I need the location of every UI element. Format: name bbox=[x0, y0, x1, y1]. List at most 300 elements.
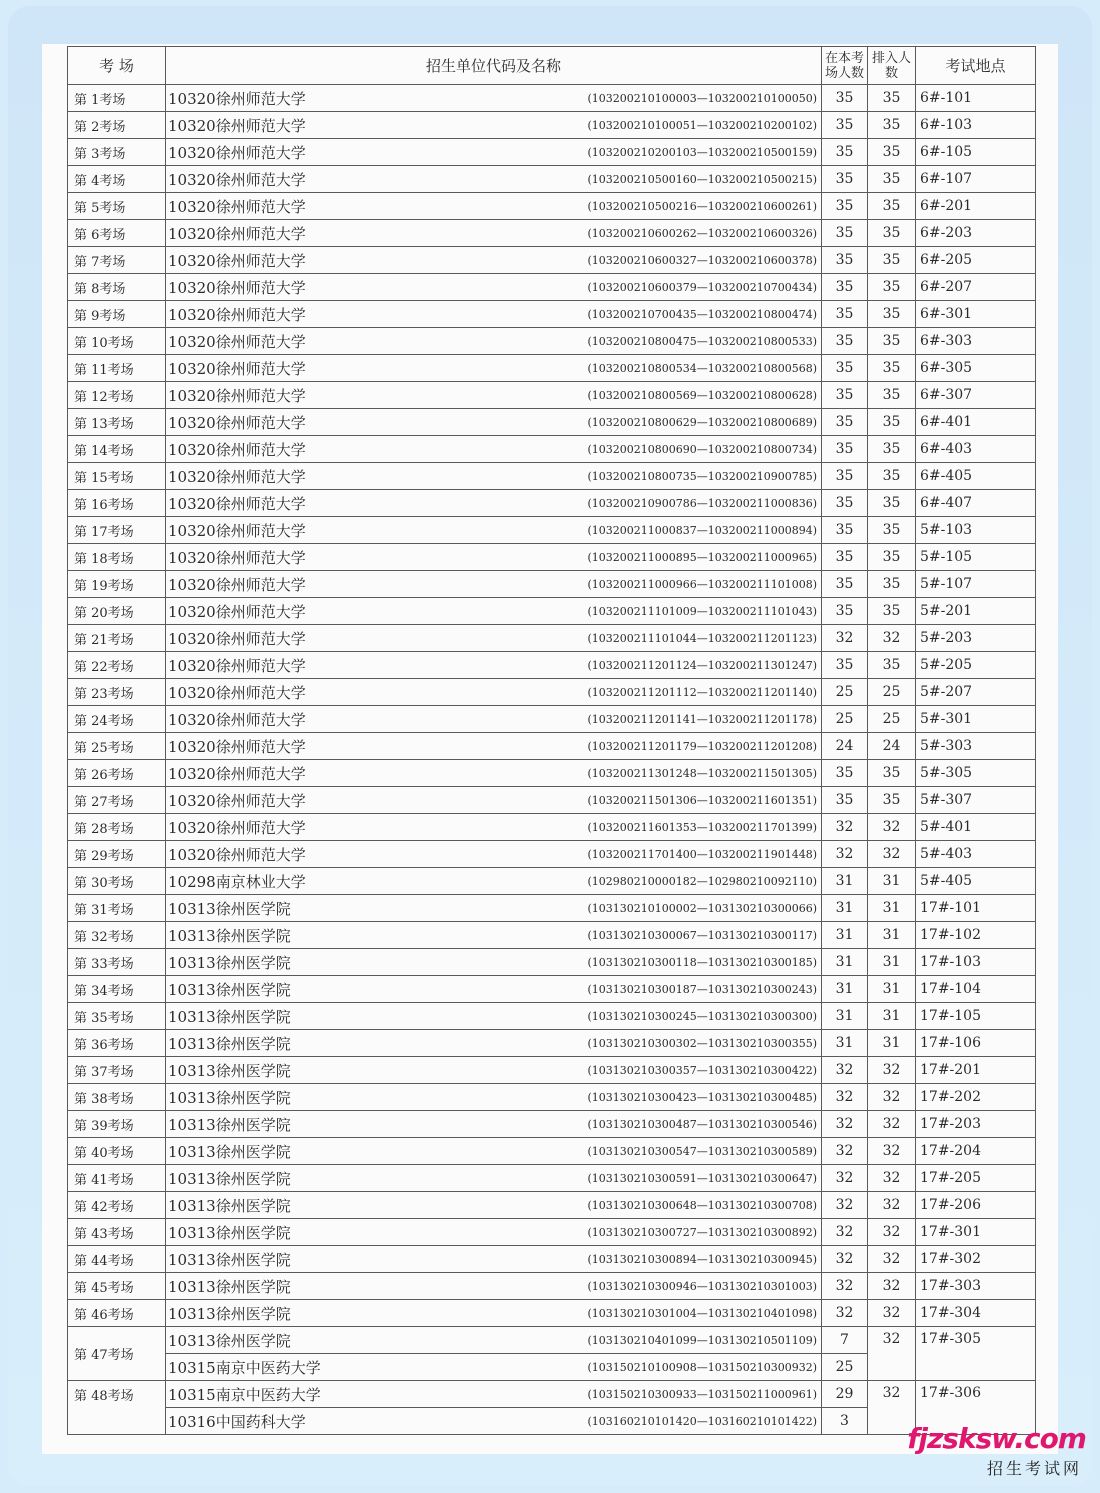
room-cell: 第 31考场 bbox=[68, 895, 166, 922]
unit-cell bbox=[166, 814, 822, 841]
count-cell: 31 bbox=[822, 1003, 868, 1030]
room-cell: 第 28考场 bbox=[68, 814, 166, 841]
table-row bbox=[68, 355, 1036, 382]
arranged-cell: 32 bbox=[868, 1327, 916, 1381]
header-count: 在本考场人数 bbox=[822, 47, 868, 85]
room-cell: 第 4考场 bbox=[68, 166, 166, 193]
unit-range: (103200211101044—103200211201123) bbox=[587, 632, 817, 645]
unit-cell bbox=[166, 760, 822, 787]
location-cell: 6#-105 bbox=[916, 139, 1036, 166]
count-cell: 35 bbox=[822, 517, 868, 544]
count-cell: 35 bbox=[822, 166, 868, 193]
arranged-cell: 35 bbox=[868, 247, 916, 274]
arranged-cell: 25 bbox=[868, 679, 916, 706]
arranged-cell: 35 bbox=[868, 139, 916, 166]
room-cell: 第 1考场 bbox=[68, 85, 166, 112]
arranged-cell: 24 bbox=[868, 733, 916, 760]
unit-cell bbox=[166, 706, 822, 733]
unit-name: 10320徐州师范大学 bbox=[168, 656, 306, 675]
arranged-cell: 32 bbox=[868, 1138, 916, 1165]
count-cell: 32 bbox=[822, 1192, 868, 1219]
arranged-cell: 32 bbox=[868, 1273, 916, 1300]
count-cell: 35 bbox=[822, 652, 868, 679]
location-cell: 6#-205 bbox=[916, 247, 1036, 274]
unit-range: (103130210300487—103130210300546) bbox=[587, 1118, 817, 1131]
unit-cell bbox=[166, 490, 822, 517]
room-cell: 第 26考场 bbox=[68, 760, 166, 787]
arranged-cell: 31 bbox=[868, 976, 916, 1003]
table-row bbox=[68, 544, 1036, 571]
unit-name: 10313徐州医学院 bbox=[168, 899, 291, 918]
unit-cell bbox=[166, 1408, 822, 1435]
room-cell: 第 17考场 bbox=[68, 517, 166, 544]
location-cell: 5#-207 bbox=[916, 679, 1036, 706]
location-cell: 17#-203 bbox=[916, 1111, 1036, 1138]
unit-cell bbox=[166, 1030, 822, 1057]
location-cell: 17#-204 bbox=[916, 1138, 1036, 1165]
count-cell: 32 bbox=[822, 1111, 868, 1138]
table-header-row bbox=[68, 47, 1036, 85]
location-cell: 6#-103 bbox=[916, 112, 1036, 139]
table-row bbox=[68, 139, 1036, 166]
arranged-cell: 32 bbox=[868, 1084, 916, 1111]
room-cell: 第 14考场 bbox=[68, 436, 166, 463]
arranged-cell: 32 bbox=[868, 625, 916, 652]
location-cell: 6#-107 bbox=[916, 166, 1036, 193]
table-row bbox=[68, 1111, 1036, 1138]
room-cell: 第 37考场 bbox=[68, 1057, 166, 1084]
location-cell: 5#-201 bbox=[916, 598, 1036, 625]
count-cell: 31 bbox=[822, 949, 868, 976]
table-row bbox=[68, 409, 1036, 436]
count-cell: 35 bbox=[822, 436, 868, 463]
unit-cell bbox=[166, 112, 822, 139]
arranged-cell: 31 bbox=[868, 895, 916, 922]
room-cell: 第 48考场 bbox=[68, 1381, 166, 1435]
unit-cell bbox=[166, 1084, 822, 1111]
arranged-cell: 32 bbox=[868, 1246, 916, 1273]
room-cell: 第 23考场 bbox=[68, 679, 166, 706]
location-cell: 6#-101 bbox=[916, 85, 1036, 112]
count-cell: 35 bbox=[822, 220, 868, 247]
unit-cell bbox=[166, 1057, 822, 1084]
unit-range: (103130210300302—103130210300355) bbox=[587, 1037, 817, 1050]
arranged-cell: 32 bbox=[868, 1165, 916, 1192]
unit-cell bbox=[166, 1192, 822, 1219]
location-cell: 5#-403 bbox=[916, 841, 1036, 868]
unit-name: 10320徐州师范大学 bbox=[168, 251, 306, 270]
unit-name: 10320徐州师范大学 bbox=[168, 116, 306, 135]
unit-cell bbox=[166, 328, 822, 355]
unit-cell bbox=[166, 544, 822, 571]
unit-name: 10320徐州师范大学 bbox=[168, 629, 306, 648]
arranged-cell: 35 bbox=[868, 328, 916, 355]
table-row bbox=[68, 949, 1036, 976]
unit-cell bbox=[166, 409, 822, 436]
location-cell: 17#-105 bbox=[916, 1003, 1036, 1030]
location-cell: 5#-103 bbox=[916, 517, 1036, 544]
count-cell: 32 bbox=[822, 814, 868, 841]
unit-range: (103160210101420—103160210101422) bbox=[587, 1415, 817, 1428]
unit-name: 10320徐州师范大学 bbox=[168, 143, 306, 162]
arranged-cell: 32 bbox=[868, 1192, 916, 1219]
count-cell: 25 bbox=[822, 706, 868, 733]
room-cell: 第 24考场 bbox=[68, 706, 166, 733]
unit-range: (103130210300187—103130210300243) bbox=[587, 983, 817, 996]
count-cell: 31 bbox=[822, 922, 868, 949]
unit-cell bbox=[166, 1354, 822, 1381]
location-cell: 5#-305 bbox=[916, 760, 1036, 787]
unit-range: (103200210700435—103200210800474) bbox=[587, 308, 817, 321]
table-row bbox=[68, 220, 1036, 247]
table-row bbox=[68, 1246, 1036, 1273]
unit-name: 10320徐州师范大学 bbox=[168, 278, 306, 297]
unit-range: (103200210600379—103200210700434) bbox=[587, 281, 817, 294]
unit-name: 10320徐州师范大学 bbox=[168, 386, 306, 405]
unit-name: 10313徐州医学院 bbox=[168, 1034, 291, 1053]
unit-cell bbox=[166, 166, 822, 193]
table-row bbox=[68, 706, 1036, 733]
unit-cell bbox=[166, 355, 822, 382]
arranged-cell: 31 bbox=[868, 1030, 916, 1057]
room-cell: 第 47考场 bbox=[68, 1327, 166, 1381]
unit-range: (103130210301004—103130210401098) bbox=[587, 1307, 817, 1320]
room-cell: 第 27考场 bbox=[68, 787, 166, 814]
unit-range: (103200210600262—103200210600326) bbox=[587, 227, 817, 240]
room-cell: 第 7考场 bbox=[68, 247, 166, 274]
watermark-logo: fjzsksw.com bbox=[907, 1422, 1086, 1455]
count-cell: 25 bbox=[822, 1354, 868, 1381]
table-row bbox=[68, 85, 1036, 112]
unit-cell bbox=[166, 868, 822, 895]
unit-range: (103200210100003—103200210100050) bbox=[587, 92, 817, 105]
room-cell: 第 45考场 bbox=[68, 1273, 166, 1300]
room-cell: 第 43考场 bbox=[68, 1219, 166, 1246]
room-cell: 第 39考场 bbox=[68, 1111, 166, 1138]
location-cell: 6#-301 bbox=[916, 301, 1036, 328]
location-cell: 5#-107 bbox=[916, 571, 1036, 598]
unit-range: (103130210401099—103130210501109) bbox=[587, 1334, 817, 1347]
table-row bbox=[68, 598, 1036, 625]
room-cell: 第 34考场 bbox=[68, 976, 166, 1003]
table-row bbox=[68, 166, 1036, 193]
unit-name: 10320徐州师范大学 bbox=[168, 224, 306, 243]
location-cell: 17#-305 bbox=[916, 1327, 1036, 1381]
unit-range: (103150210100908—103150210300932) bbox=[587, 1361, 817, 1374]
unit-range: (103200210800735—103200210900785) bbox=[587, 470, 817, 483]
unit-cell bbox=[166, 1111, 822, 1138]
room-cell: 第 10考场 bbox=[68, 328, 166, 355]
table-row bbox=[68, 193, 1036, 220]
count-cell: 32 bbox=[822, 1219, 868, 1246]
room-cell: 第 8考场 bbox=[68, 274, 166, 301]
room-cell: 第 2考场 bbox=[68, 112, 166, 139]
table-row bbox=[68, 760, 1036, 787]
unit-cell bbox=[166, 733, 822, 760]
table-row bbox=[68, 814, 1036, 841]
table-row bbox=[68, 1192, 1036, 1219]
room-cell: 第 6考场 bbox=[68, 220, 166, 247]
unit-name: 10313徐州医学院 bbox=[168, 1250, 291, 1269]
room-cell: 第 33考场 bbox=[68, 949, 166, 976]
room-cell: 第 19考场 bbox=[68, 571, 166, 598]
arranged-cell: 32 bbox=[868, 1111, 916, 1138]
room-cell: 第 3考场 bbox=[68, 139, 166, 166]
unit-range: (103200211101009—103200211101043) bbox=[587, 605, 817, 618]
unit-name: 10313徐州医学院 bbox=[168, 1277, 291, 1296]
header-arranged: 排入人数 bbox=[868, 47, 916, 85]
unit-range: (103200210800629—103200210800689) bbox=[587, 416, 817, 429]
location-cell: 17#-306 bbox=[916, 1381, 1036, 1435]
location-cell: 5#-205 bbox=[916, 652, 1036, 679]
arranged-cell: 35 bbox=[868, 85, 916, 112]
unit-name: 10320徐州师范大学 bbox=[168, 602, 306, 621]
table-row bbox=[68, 274, 1036, 301]
unit-range: (103130210300648—103130210300708) bbox=[587, 1199, 817, 1212]
room-cell: 第 30考场 bbox=[68, 868, 166, 895]
unit-name: 10313徐州医学院 bbox=[168, 953, 291, 972]
unit-range: (103130210300591—103130210300647) bbox=[587, 1172, 817, 1185]
location-cell: 6#-403 bbox=[916, 436, 1036, 463]
unit-range: (103200210900786—103200211000836) bbox=[587, 497, 817, 510]
location-cell: 17#-102 bbox=[916, 922, 1036, 949]
unit-name: 10320徐州师范大学 bbox=[168, 710, 306, 729]
unit-cell bbox=[166, 895, 822, 922]
unit-range: (103200210500216—103200210600261) bbox=[587, 200, 817, 213]
unit-name: 10320徐州师范大学 bbox=[168, 89, 306, 108]
unit-range: (103200211201141—103200211201178) bbox=[587, 713, 817, 726]
table-row bbox=[68, 1219, 1036, 1246]
unit-name: 10316中国药科大学 bbox=[168, 1412, 306, 1431]
unit-name: 10320徐州师范大学 bbox=[168, 791, 306, 810]
unit-range: (103200211000895—103200211000965) bbox=[587, 551, 817, 564]
unit-name: 10313徐州医学院 bbox=[168, 1304, 291, 1323]
unit-name: 10320徐州师范大学 bbox=[168, 764, 306, 783]
arranged-cell: 35 bbox=[868, 409, 916, 436]
arranged-cell: 32 bbox=[868, 814, 916, 841]
room-cell: 第 20考场 bbox=[68, 598, 166, 625]
location-cell: 17#-302 bbox=[916, 1246, 1036, 1273]
table-row bbox=[68, 652, 1036, 679]
location-cell: 17#-201 bbox=[916, 1057, 1036, 1084]
unit-range: (103200211000966—103200211101008) bbox=[587, 578, 817, 591]
table-row bbox=[68, 868, 1036, 895]
unit-range: (103130210300245—103130210300300) bbox=[587, 1010, 817, 1023]
location-cell: 17#-301 bbox=[916, 1219, 1036, 1246]
unit-range: (103200211201124—103200211301247) bbox=[587, 659, 817, 672]
arranged-cell: 32 bbox=[868, 1300, 916, 1327]
unit-name: 10320徐州师范大学 bbox=[168, 305, 306, 324]
unit-name: 10313徐州医学院 bbox=[168, 1088, 291, 1107]
unit-range: (103150210300933—103150211000961) bbox=[587, 1388, 817, 1401]
unit-cell bbox=[166, 85, 822, 112]
unit-name: 10320徐州师范大学 bbox=[168, 683, 306, 702]
unit-name: 10320徐州师范大学 bbox=[168, 332, 306, 351]
unit-name: 10313徐州医学院 bbox=[168, 926, 291, 945]
unit-range: (103200211000837—103200211000894) bbox=[587, 524, 817, 537]
room-cell: 第 41考场 bbox=[68, 1165, 166, 1192]
table-row bbox=[68, 1138, 1036, 1165]
table-row bbox=[68, 976, 1036, 1003]
unit-cell bbox=[166, 463, 822, 490]
unit-range: (103200210100051—103200210200102) bbox=[587, 119, 817, 132]
arranged-cell: 35 bbox=[868, 517, 916, 544]
exam-room-table bbox=[67, 46, 1036, 1435]
table-row bbox=[68, 841, 1036, 868]
arranged-cell: 35 bbox=[868, 490, 916, 517]
unit-name: 10320徐州师范大学 bbox=[168, 548, 306, 567]
location-cell: 17#-303 bbox=[916, 1273, 1036, 1300]
count-cell: 32 bbox=[822, 1246, 868, 1273]
unit-cell bbox=[166, 949, 822, 976]
unit-name: 10320徐州师范大学 bbox=[168, 737, 306, 756]
room-cell: 第 35考场 bbox=[68, 1003, 166, 1030]
room-cell: 第 11考场 bbox=[68, 355, 166, 382]
unit-name: 10320徐州师范大学 bbox=[168, 170, 306, 189]
unit-name: 10320徐州师范大学 bbox=[168, 521, 306, 540]
unit-range: (103130210300423—103130210300485) bbox=[587, 1091, 817, 1104]
count-cell: 25 bbox=[822, 679, 868, 706]
arranged-cell: 32 bbox=[868, 841, 916, 868]
arranged-cell: 35 bbox=[868, 463, 916, 490]
unit-range: (103200211201112—103200211201140) bbox=[587, 686, 817, 699]
arranged-cell: 31 bbox=[868, 1003, 916, 1030]
count-cell: 32 bbox=[822, 1138, 868, 1165]
arranged-cell: 35 bbox=[868, 112, 916, 139]
header-unit: 招生单位代码及名称 bbox=[166, 47, 822, 85]
unit-range: (103200211701400—103200211901448) bbox=[587, 848, 817, 861]
location-cell: 6#-303 bbox=[916, 328, 1036, 355]
unit-range: (103200210200103—103200210500159) bbox=[587, 146, 817, 159]
count-cell: 32 bbox=[822, 1273, 868, 1300]
unit-range: (103200211301248—103200211501305) bbox=[587, 767, 817, 780]
count-cell: 35 bbox=[822, 490, 868, 517]
room-cell: 第 36考场 bbox=[68, 1030, 166, 1057]
table-row bbox=[68, 490, 1036, 517]
unit-name: 10320徐州师范大学 bbox=[168, 494, 306, 513]
unit-name: 10320徐州师范大学 bbox=[168, 197, 306, 216]
table-body bbox=[68, 85, 1036, 1435]
arranged-cell: 35 bbox=[868, 301, 916, 328]
count-cell: 35 bbox=[822, 85, 868, 112]
unit-cell bbox=[166, 1381, 822, 1408]
arranged-cell: 35 bbox=[868, 382, 916, 409]
arranged-cell: 35 bbox=[868, 544, 916, 571]
unit-name: 10313徐州医学院 bbox=[168, 1169, 291, 1188]
table-row bbox=[68, 895, 1036, 922]
count-cell: 31 bbox=[822, 868, 868, 895]
location-cell: 6#-305 bbox=[916, 355, 1036, 382]
table-row bbox=[68, 1300, 1036, 1327]
unit-name: 10298南京林业大学 bbox=[168, 872, 306, 891]
unit-name: 10313徐州医学院 bbox=[168, 1142, 291, 1161]
arranged-cell: 35 bbox=[868, 355, 916, 382]
count-cell: 32 bbox=[822, 625, 868, 652]
count-cell: 35 bbox=[822, 274, 868, 301]
arranged-cell: 31 bbox=[868, 922, 916, 949]
table-row bbox=[68, 625, 1036, 652]
unit-cell bbox=[166, 1165, 822, 1192]
unit-range: (103200210800690—103200210800734) bbox=[587, 443, 817, 456]
unit-name: 10313徐州医学院 bbox=[168, 1331, 291, 1350]
table-row bbox=[68, 301, 1036, 328]
count-cell: 35 bbox=[822, 328, 868, 355]
unit-range: (103130210300118—103130210300185) bbox=[587, 956, 817, 969]
count-cell: 24 bbox=[822, 733, 868, 760]
arranged-cell: 35 bbox=[868, 220, 916, 247]
unit-name: 10320徐州师范大学 bbox=[168, 818, 306, 837]
room-cell: 第 32考场 bbox=[68, 922, 166, 949]
arranged-cell: 35 bbox=[868, 436, 916, 463]
unit-cell bbox=[166, 1003, 822, 1030]
arranged-cell: 32 bbox=[868, 1381, 916, 1435]
location-cell: 6#-407 bbox=[916, 490, 1036, 517]
table-row bbox=[68, 1003, 1036, 1030]
location-cell: 6#-401 bbox=[916, 409, 1036, 436]
unit-cell bbox=[166, 139, 822, 166]
unit-cell bbox=[166, 436, 822, 463]
unit-name: 10320徐州师范大学 bbox=[168, 845, 306, 864]
unit-range: (102980210000182—102980210092110) bbox=[587, 875, 817, 888]
arranged-cell: 35 bbox=[868, 166, 916, 193]
room-cell: 第 40考场 bbox=[68, 1138, 166, 1165]
count-cell: 32 bbox=[822, 1165, 868, 1192]
location-cell: 6#-307 bbox=[916, 382, 1036, 409]
room-cell: 第 38考场 bbox=[68, 1084, 166, 1111]
arranged-cell: 35 bbox=[868, 571, 916, 598]
location-cell: 5#-307 bbox=[916, 787, 1036, 814]
room-cell: 第 5考场 bbox=[68, 193, 166, 220]
arranged-cell: 35 bbox=[868, 274, 916, 301]
location-cell: 17#-101 bbox=[916, 895, 1036, 922]
unit-range: (103130210300894—103130210300945) bbox=[587, 1253, 817, 1266]
unit-name: 10320徐州师范大学 bbox=[168, 359, 306, 378]
location-cell: 5#-105 bbox=[916, 544, 1036, 571]
location-cell: 17#-104 bbox=[916, 976, 1036, 1003]
unit-cell bbox=[166, 301, 822, 328]
arranged-cell: 32 bbox=[868, 1057, 916, 1084]
unit-cell bbox=[166, 1219, 822, 1246]
unit-name: 10320徐州师范大学 bbox=[168, 467, 306, 486]
table-row bbox=[68, 463, 1036, 490]
table-row bbox=[68, 112, 1036, 139]
count-cell: 35 bbox=[822, 463, 868, 490]
unit-cell bbox=[166, 193, 822, 220]
unit-cell bbox=[166, 922, 822, 949]
unit-range: (103200211201179—103200211201208) bbox=[587, 740, 817, 753]
table-row bbox=[68, 1030, 1036, 1057]
unit-name: 10320徐州师范大学 bbox=[168, 440, 306, 459]
count-cell: 35 bbox=[822, 544, 868, 571]
unit-range: (103130210300727—103130210300892) bbox=[587, 1226, 817, 1239]
room-cell: 第 44考场 bbox=[68, 1246, 166, 1273]
table-row bbox=[68, 1381, 1036, 1408]
unit-cell bbox=[166, 1138, 822, 1165]
room-cell: 第 42考场 bbox=[68, 1192, 166, 1219]
count-cell: 3 bbox=[822, 1408, 868, 1435]
unit-cell bbox=[166, 274, 822, 301]
room-cell: 第 21考场 bbox=[68, 625, 166, 652]
unit-range: (103200210500160—103200210500215) bbox=[587, 173, 817, 186]
arranged-cell: 35 bbox=[868, 760, 916, 787]
header-location: 考试地点 bbox=[916, 47, 1036, 85]
count-cell: 35 bbox=[822, 760, 868, 787]
table-row bbox=[68, 1273, 1036, 1300]
unit-cell bbox=[166, 220, 822, 247]
table-row bbox=[68, 436, 1036, 463]
unit-range: (103200210600327—103200210600378) bbox=[587, 254, 817, 267]
table-row bbox=[68, 517, 1036, 544]
